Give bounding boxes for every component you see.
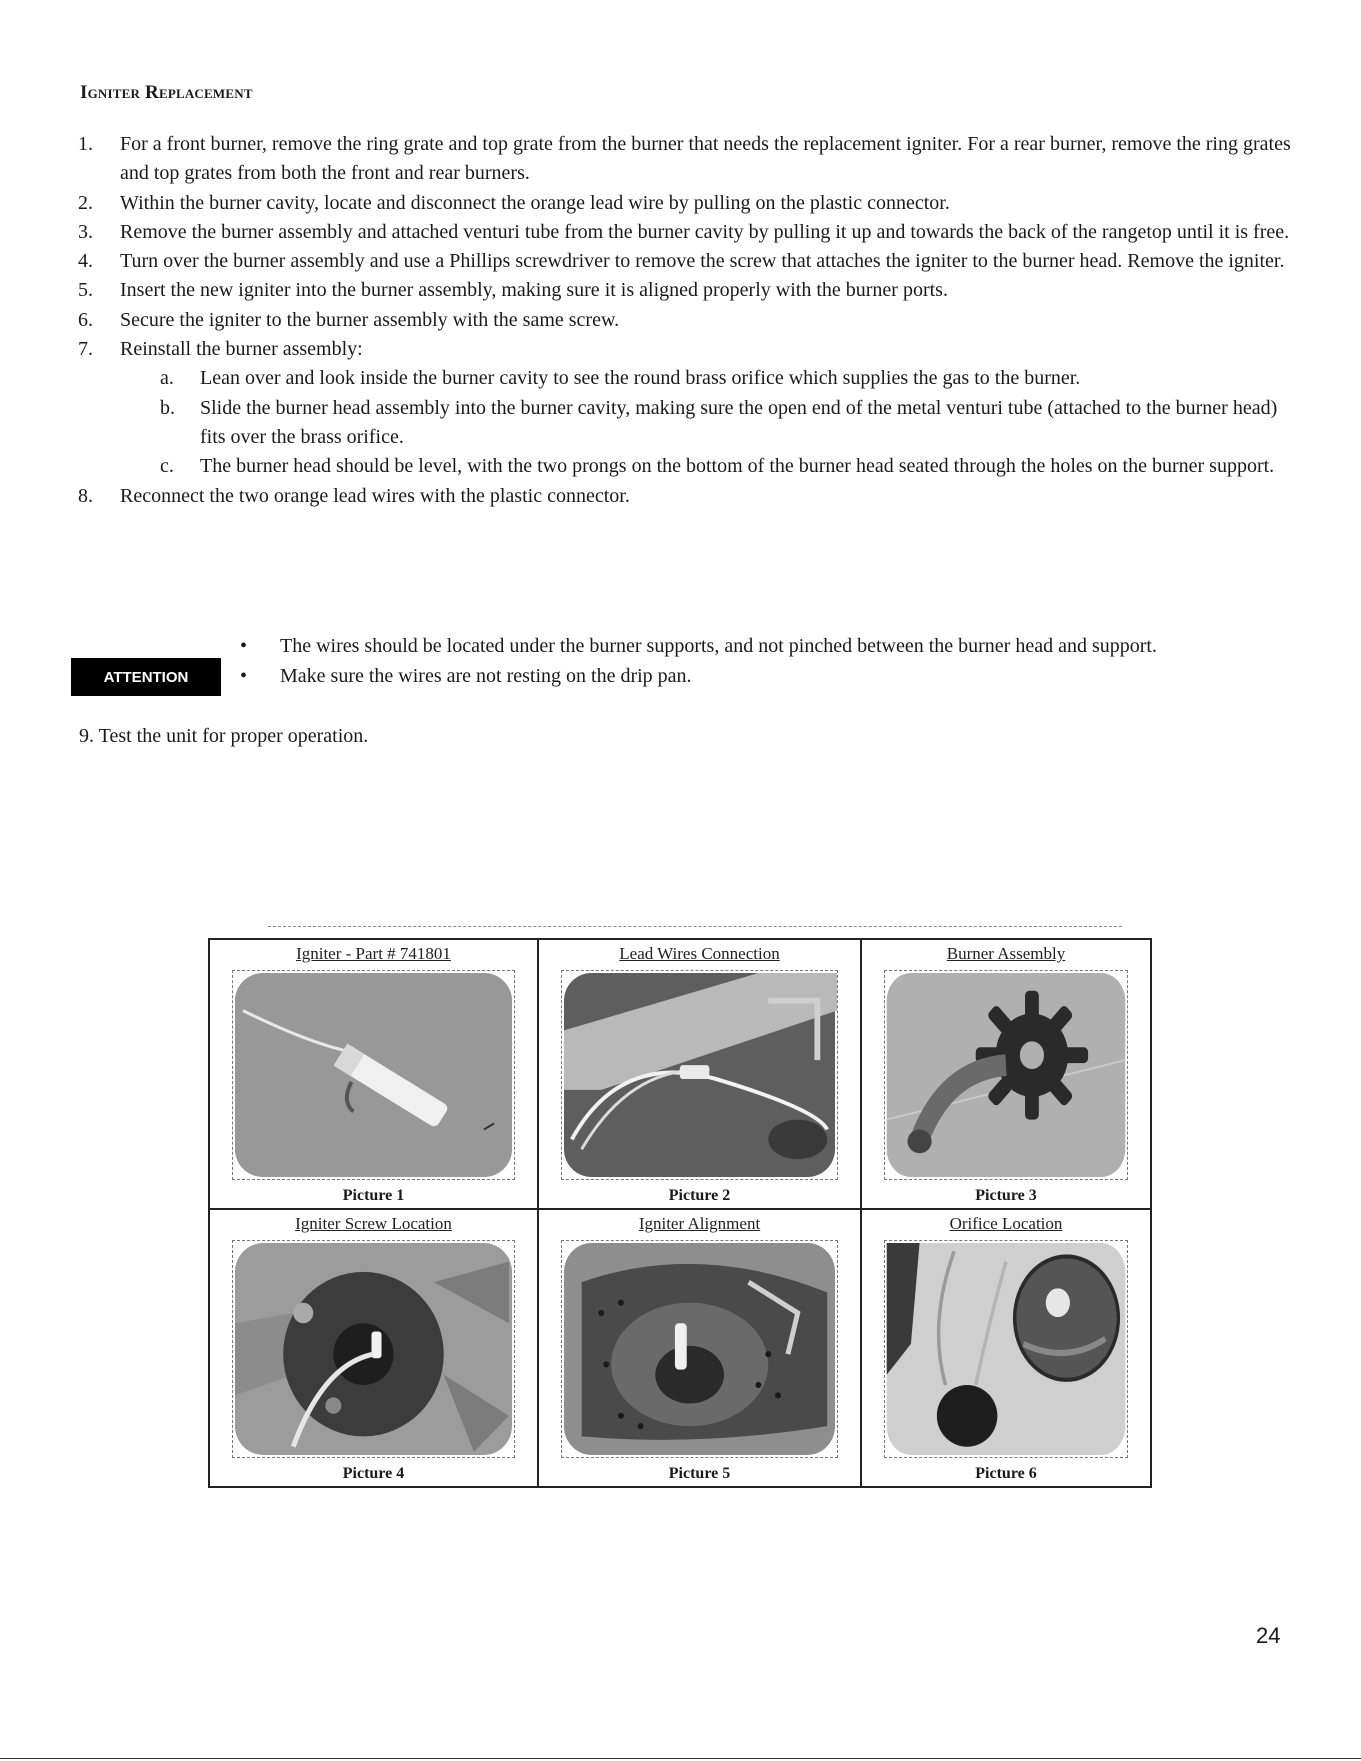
photo-cell [862,940,1150,1210]
step-text: Within the burner cavity, locate and disconnect the orange lead wire by pulling on the plastic connector. [120,191,950,214]
photo-caption: Picture 4 [342,1465,405,1482]
photo-caption: Picture 3 [975,1187,1037,1204]
step-number: 2. [78,191,93,214]
step-number: 7. [78,338,93,361]
step-text: Remove the burner assembly and attached venturi tube from the burner cavity by pulling it up and towards the back of the rangetop until it is free. [120,220,1290,243]
substep-letter: c. [160,455,174,478]
step-item [70,482,1300,511]
substep-item [160,364,1300,393]
step-item [70,276,1300,305]
step-number: 6. [78,308,93,331]
photo-frame [232,1240,515,1458]
orifice-location-photo [885,1241,1127,1457]
bullet-icon: • [240,665,248,687]
step-9-text: 9. Test the unit for proper operation. [79,725,369,747]
photo-cell [210,940,539,1210]
substep-text: Slide the burner head assembly into the burner cavity, making sure the open end of the metal venturi tube (attached to the burner head) fits over the brass orifice. [200,396,1278,448]
photo-frame [232,970,515,1180]
section-heading: Igniter Replacement [80,82,253,103]
burner-assembly-photo [885,971,1127,1179]
photo-caption: Picture 2 [668,1187,731,1204]
photo-title: Igniter Alignment [638,1214,761,1233]
step-item [70,247,1300,276]
photo-title: Igniter - Part # 741801 [296,944,451,963]
step-text: Secure the igniter to the burner assembly with the same screw. [120,308,620,331]
photo-caption: Picture 1 [342,1187,405,1204]
step-number: 3. [78,220,93,243]
step-item [70,335,1300,364]
photo-frame [561,970,838,1180]
photo-title: Orifice Location [949,1214,1063,1233]
page-bottom-rule [0,1758,1361,1759]
step-number: 1. [78,133,93,155]
igniter-alignment-photo [562,1241,837,1457]
step-text: Turn over the burner assembly and use a Phillips screwdriver to remove the screw that attaches the igniter to the burner head. Remove the igniter. [120,250,1285,273]
attention-item [235,631,1335,661]
photo-cell [539,1210,862,1486]
bullet-icon: • [240,635,248,657]
photo-title: Igniter Screw Location [295,1214,452,1233]
step-item [70,130,1300,189]
photo-frame [561,1240,838,1458]
page-number: 24 [1256,1623,1281,1648]
step-text: For a front burner, remove the ring grate and top grate from the burner that needs the replacement igniter. For a rear burner, remove the ring grates and top grates from both the front and rear burners. [120,133,1291,185]
substep-letter: a. [160,367,174,390]
photo-cell [539,940,862,1210]
photo-caption: Picture 6 [975,1465,1037,1482]
substep-item [160,452,1300,481]
igniter-photo [233,971,514,1179]
step-text: Reinstall the burner assembly: [120,338,363,361]
photo-title: Lead Wires Connection [619,944,780,963]
attention-badge: ATTENTION [71,658,221,696]
instruction-list [70,130,1300,511]
step-item [70,218,1300,247]
photo-cell [210,1210,539,1486]
photo-table [208,938,1152,1488]
photo-frame [884,970,1128,1180]
substep-item [160,394,1300,453]
photo-title: Burner Assembly [946,944,1066,963]
photo-frame [884,1240,1128,1458]
lead-wires-photo [562,971,837,1179]
attention-item [235,661,1335,691]
igniter-screw-photo [233,1241,514,1457]
attention-list [235,631,1335,691]
substep-text: The burner head should be level, with the two prongs on the bottom of the burner head seated through the holes on the burner support. [200,455,1275,478]
step-text: Insert the new igniter into the burner assembly, making sure it is aligned properly with the burner ports. [120,279,948,302]
step-text: Reconnect the two orange lead wires with the plastic connector. [120,484,630,507]
table-guide-line [268,926,1122,927]
photo-caption: Picture 5 [668,1465,731,1482]
step-number: 8. [78,484,93,507]
step-item [70,189,1300,218]
substep-letter: b. [160,396,175,419]
substep-text: Lean over and look inside the burner cavity to see the round brass orifice which supplies the gas to the burner. [200,367,1081,390]
photo-cell [862,1210,1150,1486]
attention-text: The wires should be located under the burner supports, and not pinched between the burner head and support. [280,635,1157,657]
step-number: 5. [78,279,93,302]
step-item [70,306,1300,335]
attention-text: Make sure the wires are not resting on the drip pan. [280,665,692,687]
step-number: 4. [78,250,93,273]
